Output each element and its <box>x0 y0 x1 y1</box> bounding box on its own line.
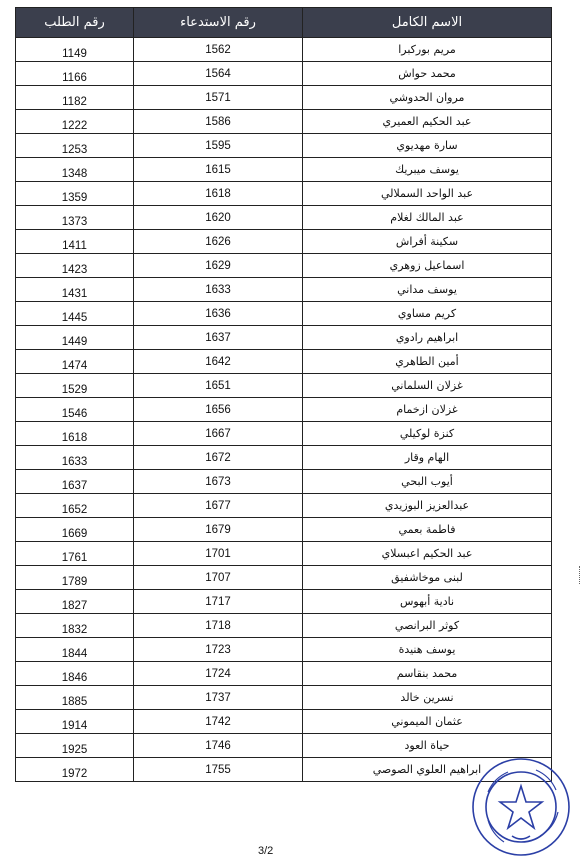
convocation-number-cell: 1707 <box>134 566 303 590</box>
convocation-number-cell: 1586 <box>134 110 303 134</box>
table-row <box>16 614 552 638</box>
table-row <box>16 158 552 182</box>
convocation-number-cell: 1615 <box>134 158 303 182</box>
request-number-cell: 1832 <box>16 614 134 638</box>
convocation-number-cell: 1755 <box>134 758 303 782</box>
full-name-cell: يوسف ميبريك <box>303 158 552 182</box>
full-name-cell: ابراهيم رادوي <box>303 326 552 350</box>
table-row <box>16 86 552 110</box>
request-number-cell: 1182 <box>16 86 134 110</box>
full-name-cell: حياة العود <box>303 734 552 758</box>
convocation-number-cell: 1629 <box>134 254 303 278</box>
convocation-number-cell: 1737 <box>134 686 303 710</box>
table-row <box>16 302 552 326</box>
convocation-number-cell: 1673 <box>134 470 303 494</box>
full-name-cell: عثمان الميموني <box>303 710 552 734</box>
margin-mark <box>579 566 581 584</box>
table-row <box>16 38 552 62</box>
full-name-cell: سكينة أفراش <box>303 230 552 254</box>
full-name-cell: لبنى موخاشفيق <box>303 566 552 590</box>
full-name-cell: كريم مساوي <box>303 302 552 326</box>
convocation-number-cell: 1620 <box>134 206 303 230</box>
convocation-number-cell: 1667 <box>134 422 303 446</box>
full-name-cell: نسرين خالد <box>303 686 552 710</box>
convocation-number-cell: 1595 <box>134 134 303 158</box>
table-row <box>16 518 552 542</box>
full-name-cell: أمين الطاهري <box>303 350 552 374</box>
full-name-cell: عبد الحكيم العميري <box>303 110 552 134</box>
convocation-number-cell: 1626 <box>134 230 303 254</box>
table-row <box>16 590 552 614</box>
request-number-cell: 1373 <box>16 206 134 230</box>
full-name-cell: عبدالعزيز البوزيدي <box>303 494 552 518</box>
request-number-cell: 1529 <box>16 374 134 398</box>
request-number-cell: 1633 <box>16 446 134 470</box>
table-row <box>16 398 552 422</box>
full-name-cell: اسماعيل زوهري <box>303 254 552 278</box>
full-name-cell: سارة مهديوي <box>303 134 552 158</box>
request-number-cell: 1222 <box>16 110 134 134</box>
page-number: 3/2 <box>258 845 274 857</box>
table-row <box>16 422 552 446</box>
request-number-cell: 1637 <box>16 470 134 494</box>
full-name-cell: يوسف مداني <box>303 278 552 302</box>
full-name-cell: عبد المالك لغلام <box>303 206 552 230</box>
request-number-cell: 1348 <box>16 158 134 182</box>
request-number-cell: 1359 <box>16 182 134 206</box>
request-number-cell: 1669 <box>16 518 134 542</box>
full-name-cell: عبد الحكيم اعبسلاي <box>303 542 552 566</box>
request-number-cell: 1449 <box>16 326 134 350</box>
header-full-name: الاسم الكامل <box>303 8 552 38</box>
request-number-cell: 1474 <box>16 350 134 374</box>
full-name-cell: يوسف هنيدة <box>303 638 552 662</box>
request-number-cell: 1652 <box>16 494 134 518</box>
request-number-cell: 1149 <box>16 38 134 62</box>
table-row <box>16 62 552 86</box>
full-name-cell: عبد الواحد السملالي <box>303 182 552 206</box>
convocation-number-cell: 1642 <box>134 350 303 374</box>
header-convocation-number: رقم الاستدعاء <box>134 8 303 38</box>
convocation-number-cell: 1679 <box>134 518 303 542</box>
convocation-number-cell: 1701 <box>134 542 303 566</box>
convocation-number-cell: 1672 <box>134 446 303 470</box>
table-row <box>16 470 552 494</box>
convocation-number-cell: 1564 <box>134 62 303 86</box>
convocation-number-cell: 1562 <box>134 38 303 62</box>
convocation-number-cell: 1746 <box>134 734 303 758</box>
full-name-cell: محمد بنقاسم <box>303 662 552 686</box>
table-row <box>16 566 552 590</box>
table-row <box>16 254 552 278</box>
request-number-cell: 1411 <box>16 230 134 254</box>
convocation-number-cell: 1677 <box>134 494 303 518</box>
table-row <box>16 446 552 470</box>
convocation-number-cell: 1637 <box>134 326 303 350</box>
full-name-cell: فاطمة بعمي <box>303 518 552 542</box>
table-row <box>16 710 552 734</box>
convocation-number-cell: 1651 <box>134 374 303 398</box>
full-name-cell: ابراهيم العلوي الصوصي <box>303 758 552 782</box>
request-number-cell: 1925 <box>16 734 134 758</box>
request-number-cell: 1618 <box>16 422 134 446</box>
table-row <box>16 662 552 686</box>
table-header-row <box>16 8 552 38</box>
request-number-cell: 1885 <box>16 686 134 710</box>
convocation-number-cell: 1718 <box>134 614 303 638</box>
convocation-number-cell: 1723 <box>134 638 303 662</box>
full-name-cell: نادية أبهوس <box>303 590 552 614</box>
candidates-table <box>15 7 552 782</box>
convocation-number-cell: 1571 <box>134 86 303 110</box>
convocation-number-cell: 1717 <box>134 590 303 614</box>
table-row <box>16 686 552 710</box>
convocation-number-cell: 1633 <box>134 278 303 302</box>
full-name-cell: مروان الحدوشي <box>303 86 552 110</box>
request-number-cell: 1253 <box>16 134 134 158</box>
table-row <box>16 494 552 518</box>
table-row <box>16 374 552 398</box>
request-number-cell: 1546 <box>16 398 134 422</box>
table-row <box>16 182 552 206</box>
convocation-number-cell: 1724 <box>134 662 303 686</box>
full-name-cell: غزلان ازخمام <box>303 398 552 422</box>
request-number-cell: 1445 <box>16 302 134 326</box>
table-row <box>16 542 552 566</box>
full-name-cell: أيوب البحي <box>303 470 552 494</box>
table-row <box>16 326 552 350</box>
full-name-cell: كنزة لوكيلي <box>303 422 552 446</box>
request-number-cell: 1789 <box>16 566 134 590</box>
table-row <box>16 230 552 254</box>
convocation-number-cell: 1618 <box>134 182 303 206</box>
request-number-cell: 1914 <box>16 710 134 734</box>
official-seal-icon <box>466 752 576 862</box>
request-number-cell: 1844 <box>16 638 134 662</box>
request-number-cell: 1761 <box>16 542 134 566</box>
table-row <box>16 134 552 158</box>
table-row <box>16 278 552 302</box>
header-request-number: رقم الطلب <box>16 8 134 38</box>
request-number-cell: 1972 <box>16 758 134 782</box>
request-number-cell: 1846 <box>16 662 134 686</box>
table-row <box>16 110 552 134</box>
request-number-cell: 1431 <box>16 278 134 302</box>
request-number-cell: 1423 <box>16 254 134 278</box>
convocation-number-cell: 1656 <box>134 398 303 422</box>
full-name-cell: محمد حواش <box>303 62 552 86</box>
full-name-cell: غزلان السلماني <box>303 374 552 398</box>
table-row <box>16 638 552 662</box>
request-number-cell: 1827 <box>16 590 134 614</box>
table-row <box>16 206 552 230</box>
request-number-cell: 1166 <box>16 62 134 86</box>
full-name-cell: مريم بوركبرا <box>303 38 552 62</box>
convocation-number-cell: 1742 <box>134 710 303 734</box>
full-name-cell: الهام وقار <box>303 446 552 470</box>
convocation-number-cell: 1636 <box>134 302 303 326</box>
table-row <box>16 350 552 374</box>
full-name-cell: كوثر البرانصي <box>303 614 552 638</box>
